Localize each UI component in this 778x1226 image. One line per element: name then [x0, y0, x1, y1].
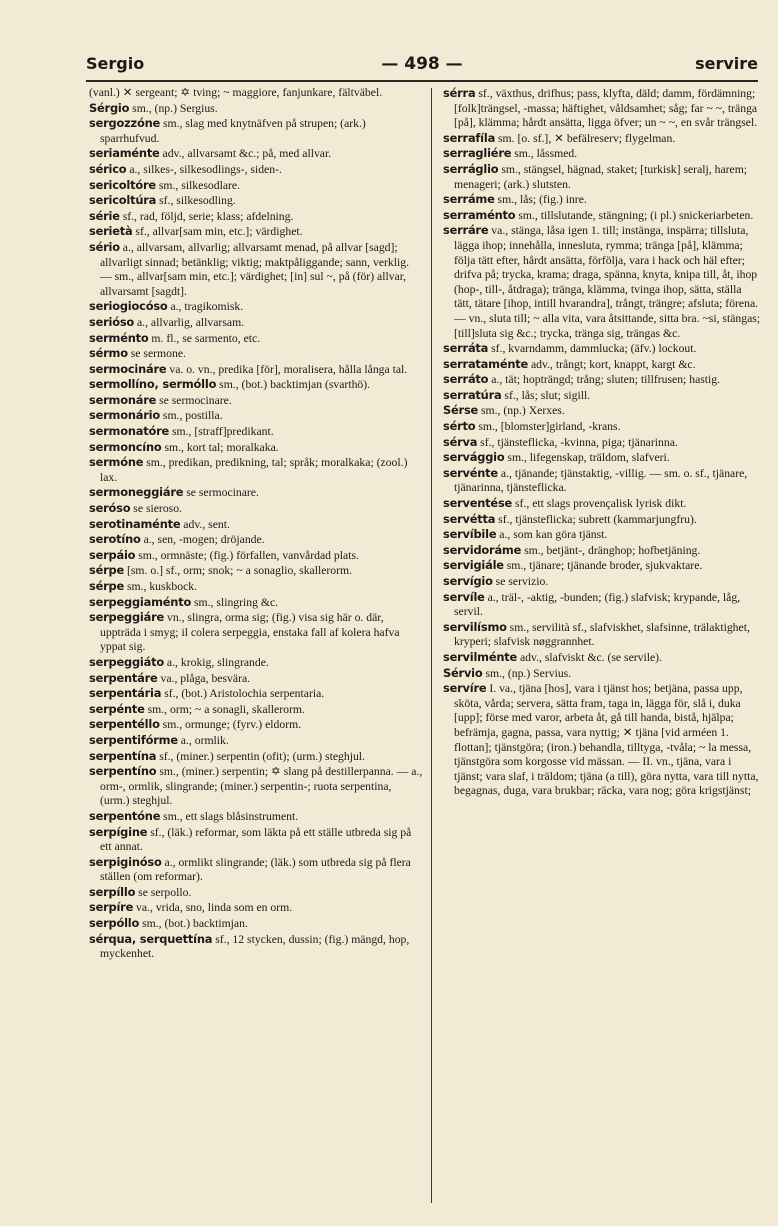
left-column-entry: sérqua, serquettína sf., 12 stycken, dussin; (fig.) mängd, hop, myckenhet. [89, 931, 410, 961]
left-column-entry: série sf., rad, följd, serie; klass; afdelning. [89, 208, 294, 223]
right-column-entry: servénte a., tjänande; tjänstaktig, -villig. — sm. o. sf., tjänare, tjänarinna, tjänsteflicka. [443, 465, 748, 495]
left-column-entry: serpentína sf., (miner.) serpentin (ofit); (urm.) steghjul. [89, 748, 365, 763]
left-column-entry: serménto m. fl., se sarmento, etc. [89, 330, 261, 345]
right-column-entry: servilísmo sm., servilità sf., slafviskhet, slafsinne, trälaktighet, kryperi; slafvisk nøggrannhet. [443, 619, 750, 649]
right-column-entry: servigiále sm., tjänare; tjänande broder, sjukvaktare. [443, 558, 703, 573]
right-column-entry: serraménto sm., tillslutande, stängning; (i pl.) snickeriarbeten. [443, 207, 754, 222]
right-column-entry: servilménte adv., slafviskt &c. (se servile). [443, 649, 662, 664]
right-column-entry: servíbile a., som kan göra tjänst. [443, 527, 608, 542]
left-column-entry: sericoltóre sm., silkesodlare. [89, 177, 241, 192]
right-column-entry: servidoráme sm., betjänt-, dränghop; hofbetjäning. [443, 542, 701, 557]
left-column-entry: sérpe [sm. o.] sf., orm; snok; ~ a sonaglio, skallerorm. [89, 563, 353, 578]
left-column-entry: seriaménte adv., allvarsamt &c.; på, med allvar. [89, 146, 332, 161]
left-column-entry: serpeggiaménto sm., slingring &c. [89, 594, 279, 609]
right-column-entry: serratúra sf., lås; slut; sigill. [443, 387, 591, 402]
left-column-entry: serpiginóso a., ormlikt slingrande; (läk.) som utbreda sig på flera ställen (om reformar). [89, 854, 411, 884]
right-column-entry: serráglio sm., stängsel, hägnad, staket; [turkisk] seralj, harem; menageri; (ark.) slutsten. [443, 161, 748, 191]
left-column-entry: seriogiocóso a., tragikomisk. [89, 299, 244, 314]
header-first-headword: Sergio [86, 54, 145, 73]
left-column-entry: serpentifórme a., ormlik. [89, 732, 229, 747]
right-column-entry: servétta sf., tjänsteflicka; subrett (kammarjungfru). [443, 511, 697, 526]
right-column-entry: sérto sm., [blomster]girland, -krans. [443, 419, 621, 434]
left-column-entry: serpeggiáre vn., slingra, orma sig; (fig.) visa sig här o. där, uppträda i smyg; il colera serpeggia, enstaka fall af kolera hafva yppat sig. [89, 610, 400, 654]
left-column-entry: serpentóne sm., ett slags blåsinstrument. [89, 808, 299, 823]
right-column-entry: Sérse sm., (np.) Xerxes. [443, 403, 565, 418]
left-column-entry: sermocináre va. o. vn., predika [för], moralisera, hålla långa tal. [89, 361, 408, 376]
left-column [89, 86, 423, 962]
left-column-entry: sermoneggiáre se sermocinare. [89, 485, 259, 500]
left-column-entry: sermonário sm., postilla. [89, 408, 223, 423]
left-column-entry: sérmo se sermone. [89, 346, 186, 361]
right-column-entry: servíle a., träl-, -aktig, -bunden; (fig.) slafvisk; krypande, låg, servil. [443, 589, 741, 619]
page-number: — 498 — [381, 54, 463, 74]
left-column-entry: sério a., allvarsam, allvarlig; allvarsamt menad, på allvar [sagd]; allvarligt sinnad; betänklig; viktig; maktpåliggande; sann, verklig. — sm., allvar[sam min, etc.]; värdighet; [in] sul ~, på (för) allvar, allvarsamt [sagdt]. [89, 239, 410, 298]
right-column [443, 86, 761, 799]
left-column-entry: serióso a., allvarlig, allvarsam. [89, 314, 245, 329]
left-column-entry: serpeggiáto a., krokig, slingrande. [89, 654, 269, 669]
left-column-entry: sérpe sm., kuskbock. [89, 579, 198, 593]
right-column-entry: servíre I. va., tjäna [hos], vara i tjänst hos; betjäna, passa upp, sköta, vårda; servera, sätta fram, taga in, lägga för, slå i, duka [upp]; förse med varor, arbeta åt, gå till handa, bistå, hjälpa; befrämja, gagna, passa, vara nyttig; ✕ tjäna [vid arméen 1. flottan]; tjänstgöra; (iron.) behandla, tilltyga, -tvåla; ~ la messa, tjänstgöra som korgosse vid mässan. — II. vn., tjäna, vara i tjänst; vara slaf, i träldom; tjäna (a till), göra nytta, vara till nytta, begagnas, duga, vara brukbar; räcka, vara nog; göra krigstjänst; [443, 681, 759, 798]
column-divider [431, 88, 432, 1203]
left-column-entry: sérico a., silkes-, silkesodlings-, siden-. [89, 161, 282, 176]
left-column-entry: serpentíno sm., (miner.) serpentin; ✡ slang på destillerpanna. — a., orm-, ormlik, slingrande; (miner.) serpentin-; ruota serpentina, (urm.) steghjul. [89, 764, 423, 808]
right-column-entry: serráre va., stänga, låsa igen 1. till; instänga, inspärra; tillsluta, lägga ihop; innehålla, innesluta, rymma; tränga [på], klämma; följa tätt efter, hårdt ansätta, förfölja, vara i hack och häl efter; drifva på; trycka, krama; draga, spänna, knyta, knipa till, åt, ihop (hop-, till-, åtdraga); tränga, klämma, tvinga ihop, sätta, ställa tätt, tätare [ihop, intill hvarandra], trångt, trängre; afsluta; förena. — vn., sluta till; ~ alla vita, vara åtsittande, sitta bra. ~si, stängas; [till]sluta sig &c.; trycka, tränga sig, trängas &c. [443, 223, 761, 340]
left-column-entry: sermonáre se sermocinare. [89, 392, 232, 407]
left-column-entry: serpentáre va., plåga, besvära. [89, 670, 251, 685]
right-column-entry: serráto a., tät; hopträngd; trång; sluten; tillfrusen; hastig. [443, 372, 721, 387]
left-column-entry: serpénte sm., orm; ~ a sonagli, skallerorm. [89, 701, 305, 716]
right-column-entry: serragliére sm., låssmed. [443, 146, 578, 161]
right-column-entry: serventése sf., ett slags provençalisk lyrisk dikt. [443, 496, 687, 511]
left-column-entry: sergozzóne sm., slag med knytnäfven på strupen; (ark.) sparrhufvud. [89, 116, 366, 145]
right-column-entry: serráme sm., lås; (fig.) inre. [443, 192, 587, 207]
left-column-entry: sermonatóre sm., [straff]predikant. [89, 424, 274, 439]
left-column-entry: serpentária sf., (bot.) Aristolochia serpentaria. [89, 686, 325, 701]
header-rule [86, 80, 758, 82]
right-column-entry: serrataménte adv., trångt; kort, knappt, kargt &c. [443, 356, 696, 371]
right-column-entry: Sérvio sm., (np.) Servius. [443, 665, 572, 680]
left-column-entry: Sérgio sm., (np.) Sergius. [89, 100, 218, 115]
left-column-entry: serpíre va., vrida, sno, linda som en orm. [89, 900, 293, 915]
left-column-entry: serpígine sf., (läk.) reformar, som läkta på ett ställe utbreda sig på ett annat. [89, 824, 412, 854]
left-column-entry: sermóne sm., predikan, predikning, tal; språk; moralkaka; (zool.) lax. [89, 455, 408, 484]
left-column-entry: serotinaménte adv., sent. [89, 516, 230, 531]
right-column-entry: serrafíla sm. [o. sf.], ✕ befälreserv; flygelman. [443, 130, 676, 145]
header-last-headword: servire [695, 54, 758, 73]
left-column-entry: sericoltúra sf., silkesodling. [89, 193, 236, 208]
left-column-entry: seróso se sieroso. [89, 501, 182, 516]
page-header [86, 50, 758, 78]
right-column-entry: sérra sf., växthus, drifhus; pass, klyfta, däld; damm, fördämning; [folk]trängsel, -massa; häftighet, våldsamhet; såg; far ~ ~, tränga [på], klämma; hårdt ansätta, ligga öfver; un ~ ~, en svår trängsel. [443, 86, 758, 130]
left-column-entry: serpóllo sm., (bot.) backtimjan. [89, 916, 248, 931]
right-column-entry: servígio se servizio. [443, 574, 549, 588]
left-column-entry: serpentéllo sm., ormunge; (fyrv.) eldorm. [89, 717, 302, 732]
left-column-entry: sermollíno, sermóllo sm., (bot.) backtimjan (svarthö). [89, 377, 371, 392]
left-column-entry: serotíno a., sen, -mogen; dröjande. [89, 532, 265, 547]
right-column-entry: serráta sf., kvarndamm, dammlucka; (äfv.) lockout. [443, 341, 697, 356]
left-column-entry: serpíllo se serpollo. [89, 884, 192, 899]
right-column-entry: sérva sf., tjänsteflicka, -kvinna, piga; tjänarinna. [443, 434, 678, 449]
left-column-entry: serietà sf., allvar[sam min, etc.]; värdighet. [89, 224, 303, 239]
left-column-entry: sermoncíno sm., kort tal; moralkaka. [89, 439, 279, 454]
right-column-entry: servággio sm., lifegenskap, träldom, slafveri. [443, 450, 670, 465]
left-column-entry: serpáio sm., ormnäste; (fig.) förfallen, vanvårdad plats. [89, 547, 359, 562]
left-column-entry: (vanl.) ✕ sergeant; ✡ tving; ~ maggiore, fanjunkare, fältväbel. [89, 86, 383, 99]
